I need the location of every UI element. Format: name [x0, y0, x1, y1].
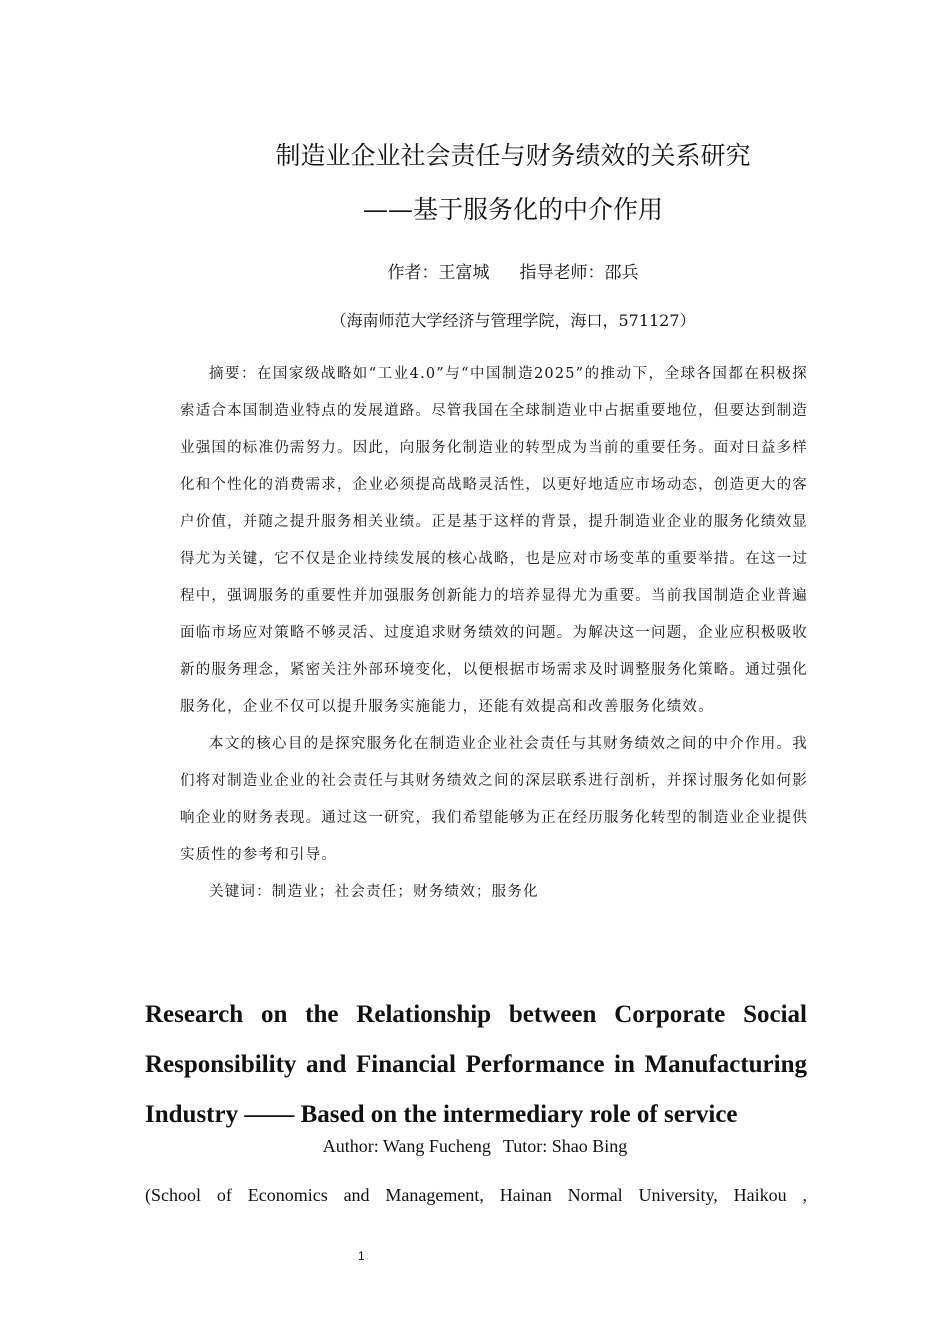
- english-title: [145, 990, 807, 1140]
- abstract-paragraph-1: 摘要：在国家级战略如“工业4.0”与“中国制造2025”的推动下，全球各国都在积极探索适合本国制造业特点的发展道路。尽管我国在全球制造业中占据重要地位，但要达到制造业强国的标准仍需努力。因此，向服务化制造业的转型成为当前的重要任务。面对日益多样化和个性化的消费需求，企业必须提高战略灵活性，以更好地适应市场动态，创造更大的客户价值，并随之提升服务相关业绩。正是基于这样的背景，提升制造业企业的服务化绩效显得尤为关键，它不仅是企业持续发展的核心战略，也是应对市场变革的重要举措。在这一过程中，强调服务的重要性并加强服务创新能力的培养显得尤为重要。当前我国制造企业普遍面临市场应对策略不够灵活、过度追求财务绩效的问题。为解决这一问题，企业应积极吸收新的服务理念，紧密关注外部环境变化，以便根据市场需求及时调整服务化策略。通过强化服务化，企业不仅可以提升服务实施能力，还能有效提高和改善服务化绩效。: [180, 366, 808, 715]
- english-title-line1: Research on the Relationship between Corporate Social: [145, 1001, 807, 1028]
- english-title-line2: Responsibility and Financial Performance in Manufacturing: [145, 1051, 807, 1078]
- english-tutor: Tutor: Shao Bing: [502, 1136, 628, 1156]
- chinese-title-line1: 制造业企业社会责任与财务绩效的关系研究: [275, 141, 751, 170]
- chinese-title-line2: ——基于服务化的中介作用: [362, 195, 663, 224]
- page-number: 1: [358, 1249, 365, 1263]
- chinese-author-line: [38, 258, 950, 283]
- abstract-paragraph-2: 本文的核心目的是探究服务化在制造业企业社会责任与其财务绩效之间的中介作用。我们将对制造业企业的社会责任与其财务绩效之间的深层联系进行剖析，并探讨服务化如何影响企业的财务表现。通过这一研究，我们希望能够为正在经历服务化转型的制造业企业提供实质性的参考和引导。: [180, 736, 808, 863]
- chinese-keywords: 关键词：制造业；社会责任；财务绩效；服务化: [209, 884, 539, 900]
- english-author: Author: Wang Fucheng: [322, 1136, 491, 1156]
- chinese-affiliation: （海南师范大学经济与管理学院，海口，571127）: [330, 311, 696, 330]
- chinese-author: 作者：王富城: [387, 263, 490, 283]
- english-author-line: [0, 1136, 950, 1157]
- english-title-line3: Industry —— Based on the intermediary role of service: [145, 1101, 738, 1128]
- chinese-abstract: [180, 356, 808, 911]
- english-affiliation: (School of Economics and Management, Hainan Normal University, Haikou ,: [145, 1185, 807, 1205]
- chinese-tutor: 指导老师：邵兵: [519, 263, 639, 283]
